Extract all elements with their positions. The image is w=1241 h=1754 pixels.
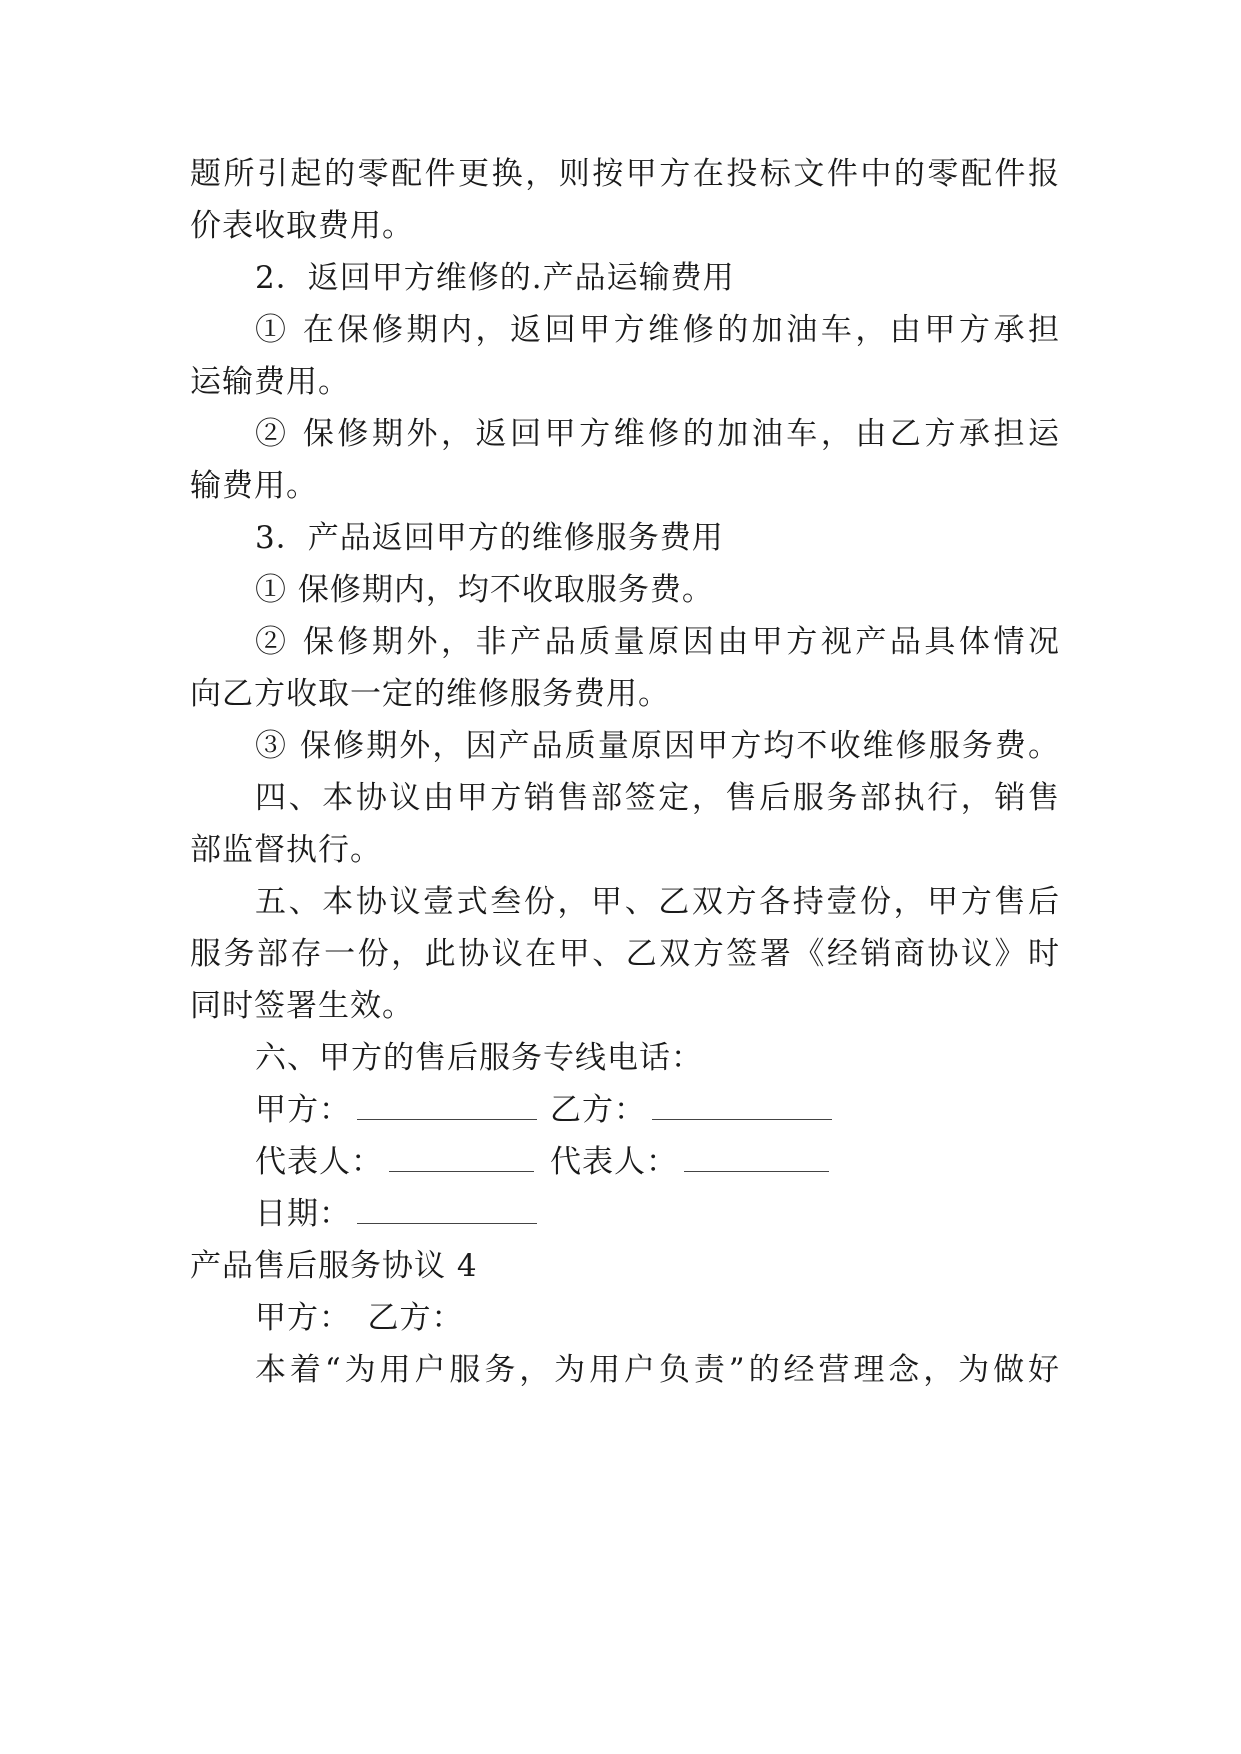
paragraph-line: 部监督执行。	[190, 832, 382, 868]
paragraph-line: ③ 保修期外，因产品质量原因甲方均不收维修服务费。	[255, 728, 1060, 764]
parties-line: 甲方： 乙方：	[255, 1300, 464, 1336]
paragraph-line: 价表收取费用。	[190, 208, 414, 244]
section-title: 产品售后服务协议 4	[190, 1248, 478, 1284]
rep-b-blank	[684, 1145, 829, 1172]
date-signature	[255, 1188, 537, 1233]
date-label: 日期：	[255, 1196, 351, 1232]
paragraph-line: 五、本协议壹式叁份，甲、乙双方各持壹份，甲方售后	[255, 884, 1060, 920]
paragraph-line: 运输费用。	[190, 364, 350, 400]
section-heading: 3．产品返回甲方的维修服务费用	[255, 520, 724, 556]
paragraph-line: 向乙方收取一定的维修服务费用。	[190, 676, 670, 712]
paragraph-line: 四、本协议由甲方销售部签定，售后服务部执行，销售	[255, 780, 1060, 816]
date-blank	[357, 1197, 537, 1224]
rep-b-label: 代表人：	[550, 1144, 678, 1180]
party-b-label: 乙方：	[550, 1092, 646, 1128]
paragraph-line: 题所引起的零配件更换，则按甲方在投标文件中的零配件报	[190, 156, 1060, 192]
paragraph-line: 六、甲方的售后服务专线电话：	[255, 1040, 703, 1076]
paragraph-line: ② 保修期外，返回甲方维修的加油车，由乙方承担运	[255, 416, 1060, 452]
paragraph-line: ② 保修期外，非产品质量原因由甲方视产品具体情况	[255, 624, 1060, 660]
paragraph-line: ① 保修期内，均不收取服务费。	[255, 572, 714, 608]
party-b-signature	[550, 1084, 832, 1129]
paragraph-line: 服务部存一份，此协议在甲、乙双方签署《经销商协议》时	[190, 936, 1060, 972]
party-a-label: 甲方：	[255, 1092, 351, 1128]
rep-a-label: 代表人：	[255, 1144, 383, 1180]
paragraph-line: 本着“为用户服务，为用户负责”的经营理念，为做好	[255, 1352, 1060, 1388]
party-a-blank	[357, 1093, 537, 1120]
rep-b-signature	[550, 1136, 829, 1181]
rep-a-blank	[389, 1145, 534, 1172]
party-b-blank	[652, 1093, 832, 1120]
section-heading: 2．返回甲方维修的.产品运输费用	[255, 260, 735, 296]
paragraph-line: ① 在保修期内，返回甲方维修的加油车，由甲方承担	[255, 312, 1060, 348]
rep-a-signature	[255, 1136, 534, 1181]
paragraph-line: 同时签署生效。	[190, 988, 414, 1024]
paragraph-line: 输费用。	[190, 468, 318, 504]
party-a-signature	[255, 1084, 537, 1129]
